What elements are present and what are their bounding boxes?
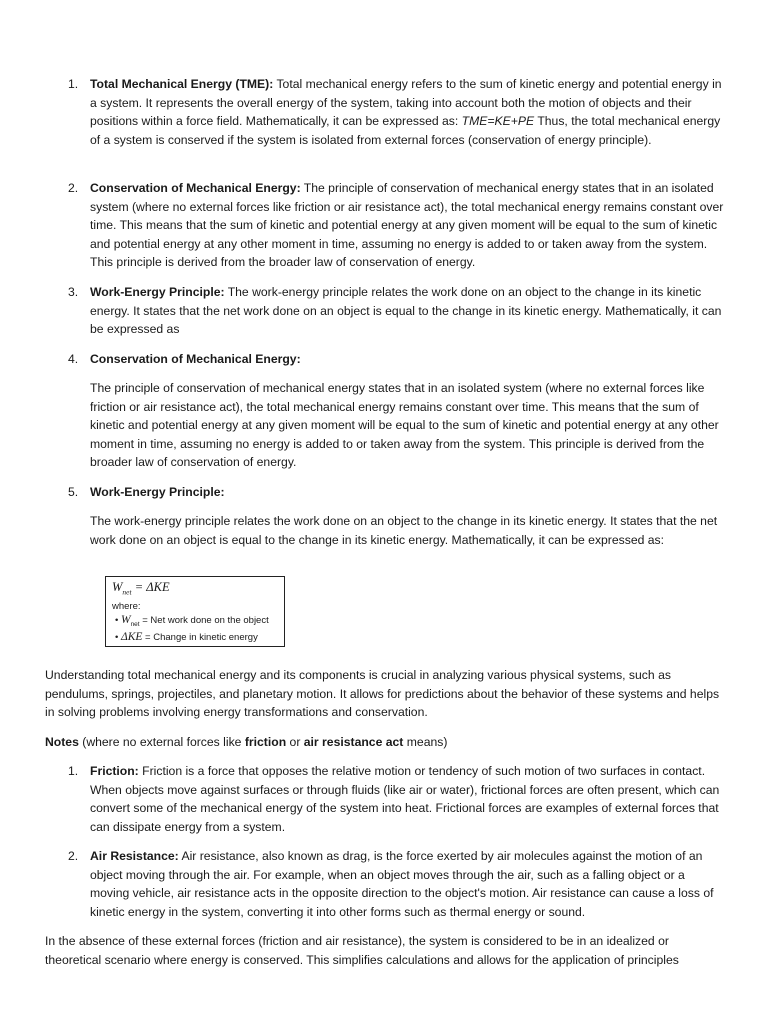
formula-main (112, 580, 170, 597)
formula-box (105, 576, 285, 647)
item-text: The work-energy principle relates the work done on an object to the change in its kinetic energy. It states that the net work done on an object is equal to the change in its kinetic energy. Mathematically, it can be expressed as (90, 285, 722, 337)
item-formula: TME=KE+PE (461, 114, 535, 129)
item-title: Conservation of Mechanical Energy: (90, 352, 301, 366)
notes-friction: friction (244, 735, 287, 749)
item-title: Work-Energy Principle: (90, 285, 225, 299)
bullet-symbol: ΔKE (120, 631, 143, 643)
list-item-friction (68, 762, 725, 836)
list-number: 2. (68, 181, 79, 195)
item-text: The principle of conservation of mechanical energy states that in an isolated system (where no external forces like friction or air resistance act), the total mechanical energy remains constant over time. This means that the sum of kinetic and potential energy at any given moment will be equal to the sum of kinetic and potential energy at any other moment in time, assuming no energy is added to or taken away from the system. This principle is derived from the broader law of conservation of energy. (90, 181, 724, 270)
list-number: 4. (68, 352, 79, 366)
list-item-conservation (68, 179, 725, 272)
list-item-conservation-heading (68, 350, 725, 369)
bullet-symbol: W (120, 614, 131, 626)
item-title: Total Mechanical Energy (TME): (90, 77, 274, 91)
formula-bullet-wnet (115, 614, 269, 628)
item-text-after: Thus, the total mechanical energy of a system is conserved if the system is isolated from external forces (conservation of energy principle). (90, 114, 721, 147)
list-number: 2. (68, 849, 79, 863)
list-number: 1. (68, 764, 79, 778)
notes-air-resistance: air resistance act (303, 735, 404, 749)
list-number: 1. (68, 77, 79, 91)
item-paragraph: The principle of conservation of mechanical energy states that in an isolated system (where no external forces like friction or air resistance act), the total mechanical energy remains constant over time. This means that the sum of kinetic and potential energy at any given moment will be equal to the sum of kinetic and potential energy at any other moment in time, assuming no energy is added to or taken away from the system. This principle is derived from the broader law of conservation of energy. (90, 381, 719, 470)
formula-lhs: W (112, 580, 123, 594)
notes-label: Notes (45, 735, 79, 749)
item-title: Air Resistance: (90, 849, 179, 863)
item-paragraph: The work-energy principle relates the work done on an object to the change in its kinetic energy. It states that the net work done on an object is equal to the change in its kinetic energy. Mathematically, it can be expressed as: (90, 514, 718, 547)
item-title: Friction: (90, 764, 139, 778)
notes-text: means) (403, 735, 448, 749)
list-item-work-energy-heading (68, 483, 725, 502)
item-text: Friction is a force that opposes the relative motion or tendency of such motion of two surfaces in contact. When objects move against surfaces or through fluids (like air or water), frictional forces are often present, which can convert some of the mechanical energy of the system into heat. Frictional forces are examples of external forces that can dissipate energy from a system. (90, 764, 720, 834)
notes-text: or (286, 735, 304, 749)
item-text: Air resistance, also known as drag, is the force exerted by air molecules against the motion of an object moving through the air. For example, when an object moves through the air, such as a falling object or a moving vehicle, air resistance acts in the opposite direction to the object's motion. Air resistance can cause a loss of kinetic energy in the system, converting it into other forms such as thermal energy or sound. (90, 849, 714, 919)
bullet-sub: net (130, 620, 140, 628)
closing-paragraph: In the absence of these external forces (friction and air resistance), the system is considered to be in an idealized or theoretical scenario where energy is conserved. This simplifies calculations and allows for the application of principles (45, 934, 679, 967)
item-title: Work-Energy Principle: (90, 485, 225, 499)
formula-bullet-dke (115, 631, 258, 643)
item-title: Conservation of Mechanical Energy: (90, 181, 301, 195)
notes-line (45, 733, 725, 752)
bullet-icon: • (115, 632, 119, 643)
bullet-icon: • (115, 615, 119, 626)
list-item-work-energy (68, 283, 725, 339)
item-text: Total mechanical energy refers to the sum of kinetic energy and potential energy in a system. It represents the overall energy of the system, taking into account both the motion of objects and their positions within a force field. Mathematically, it can be expressed as: (90, 77, 722, 129)
list-number: 3. (68, 285, 79, 299)
list-item-tme (68, 75, 725, 149)
list-item-air-resistance (68, 847, 725, 921)
formula-where: where: (112, 601, 141, 612)
bullet-text: = Net work done on the object (139, 615, 269, 626)
notes-text: (where no external forces like (78, 735, 245, 749)
formula-rhs: = ΔKE (131, 580, 170, 594)
understanding-paragraph: Understanding total mechanical energy and its components is crucial in analyzing various physical systems, such as pendulums, springs, projectiles, and planetary motion. It allows for predictions about the behavior of these systems and helps in solving problems involving energy transformations and conservation. (45, 668, 720, 720)
bullet-text: = Change in kinetic energy (142, 632, 258, 643)
formula-sub: net (122, 587, 132, 597)
list-number: 5. (68, 485, 79, 499)
